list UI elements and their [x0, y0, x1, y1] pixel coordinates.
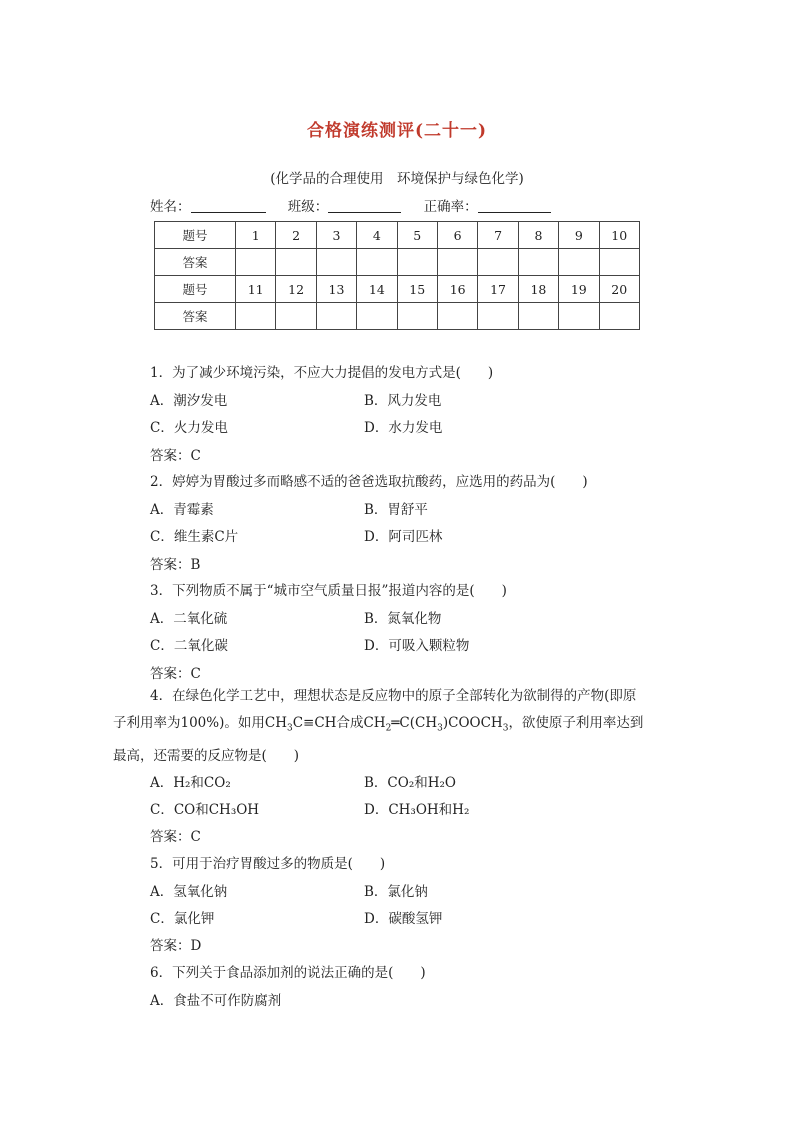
question-3-stem: 3．下列物质不属于“城市空气质量日报”报道内容的是( )	[150, 583, 507, 599]
page-title: 合格演练测评(二十一)	[306, 121, 488, 141]
question-4-option-d: D．CH₃OH和H₂	[364, 802, 470, 818]
question-4-option-c: C．CO和CH₃OH	[150, 802, 260, 818]
answer-cell[interactable]	[316, 249, 356, 276]
question-3-option-d: D．可吸入颗粒物	[364, 638, 470, 654]
question-1-option-d: D．水力发电	[364, 420, 443, 436]
question-5-option-b: B．氯化钠	[364, 884, 428, 900]
answer-cell[interactable]	[276, 303, 316, 330]
question-number: 6	[437, 222, 477, 249]
question-5-stem: 5．可用于治疗胃酸过多的物质是( )	[150, 856, 386, 872]
question-5-option-c: C．氯化钾	[150, 911, 215, 927]
answer-cell[interactable]	[236, 303, 276, 330]
table-row	[155, 249, 640, 276]
question-number: 3	[316, 222, 356, 249]
answer-cell[interactable]	[559, 303, 599, 330]
answer-cell[interactable]	[478, 303, 518, 330]
question-1-option-b: B．风力发电	[364, 393, 442, 409]
answer-cell[interactable]	[357, 303, 397, 330]
answer-cell[interactable]	[397, 249, 437, 276]
question-5-option-d: D．碳酸氢钾	[364, 911, 443, 927]
question-number: 5	[397, 222, 437, 249]
row-header: 题号	[155, 222, 236, 249]
question-number: 13	[316, 276, 356, 303]
question-4-option-a: A．H₂和CO₂	[150, 775, 231, 791]
question-number: 15	[397, 276, 437, 303]
row-header: 答案	[155, 303, 236, 330]
question-number: 8	[518, 222, 558, 249]
answer-cell[interactable]	[599, 303, 639, 330]
answer-cell[interactable]	[437, 303, 477, 330]
table-row	[155, 222, 640, 249]
answer-cell[interactable]	[478, 249, 518, 276]
row-header: 答案	[155, 249, 236, 276]
question-2-option-b: B．胃舒平	[364, 502, 428, 518]
name-label: 姓名：	[150, 199, 191, 215]
question-number: 18	[518, 276, 558, 303]
question-number: 14	[357, 276, 397, 303]
row-header: 题号	[155, 276, 236, 303]
question-number: 2	[276, 222, 316, 249]
question-4-answer: 答案：C	[150, 829, 201, 845]
answer-table	[154, 221, 640, 330]
question-4-option-b: B．CO₂和H₂O	[364, 775, 456, 791]
student-info-line	[150, 195, 551, 215]
class-label: 班级：	[287, 199, 329, 215]
question-2-stem: 2．婷婷为胃酸过多而略感不适的爸爸选取抗酸药，应选用的药品为( )	[150, 474, 588, 490]
question-2-option-c: C．维生素C片	[150, 529, 239, 545]
answer-cell[interactable]	[397, 303, 437, 330]
question-4-stem: 4．在绿色化学工艺中，理想状态是反应物中的原子全部转化为欲制得的产物(即原子利用率为100%)。如用$CH_3C\equiv CH$合成$CH_2═C(CH_3)COOCH_3$，欲使原子利用率达到最高，还需要的反应物是( )	[113, 688, 644, 764]
question-3-option-b: B．氮氧化物	[364, 611, 442, 627]
answer-cell[interactable]	[236, 249, 276, 276]
question-1-stem: 1．为了减少环境污染，不应大力提倡的发电方式是( )	[150, 365, 494, 381]
question-2-answer: 答案：B	[150, 557, 201, 573]
question-number: 12	[276, 276, 316, 303]
question-2-option-a: A．青霉素	[150, 502, 214, 518]
question-number: 7	[478, 222, 518, 249]
question-number: 17	[478, 276, 518, 303]
answer-cell[interactable]	[518, 303, 558, 330]
question-1-option-c: C．火力发电	[150, 420, 228, 436]
question-3-answer: 答案：C	[150, 666, 201, 682]
question-number: 11	[236, 276, 276, 303]
question-3-option-a: A．二氧化硫	[150, 611, 228, 627]
question-number: 16	[437, 276, 477, 303]
rate-label: 正确率：	[423, 199, 478, 215]
answer-cell[interactable]	[276, 249, 316, 276]
question-number: 9	[559, 222, 599, 249]
answer-cell[interactable]	[559, 249, 599, 276]
question-1-answer: 答案：C	[150, 448, 201, 464]
table-row	[155, 276, 640, 303]
question-2-option-d: D．阿司匹林	[364, 529, 443, 545]
question-number: 20	[599, 276, 639, 303]
answer-cell[interactable]	[518, 249, 558, 276]
table-row	[155, 303, 640, 330]
answer-cell[interactable]	[357, 249, 397, 276]
class-blank[interactable]	[328, 198, 401, 213]
name-blank[interactable]	[191, 198, 266, 213]
question-3-option-c: C．二氧化碳	[150, 638, 228, 654]
question-6-stem: 6．下列关于食品添加剂的说法正确的是( )	[150, 965, 426, 981]
question-number: 10	[599, 222, 639, 249]
answer-cell[interactable]	[599, 249, 639, 276]
question-5-option-a: A．氢氧化钠	[150, 884, 228, 900]
answer-cell[interactable]	[437, 249, 477, 276]
question-number: 19	[559, 276, 599, 303]
answer-cell[interactable]	[316, 303, 356, 330]
page-subtitle: (化学品的合理使用 环境保护与绿色化学)	[270, 171, 524, 187]
question-5-answer: 答案：D	[150, 938, 202, 954]
question-number: 4	[357, 222, 397, 249]
question-1-option-a: A．潮汐发电	[150, 393, 228, 409]
rate-blank[interactable]	[478, 198, 551, 213]
question-number: 1	[236, 222, 276, 249]
question-6-option-a: A．食盐不可作防腐剂	[150, 993, 282, 1009]
